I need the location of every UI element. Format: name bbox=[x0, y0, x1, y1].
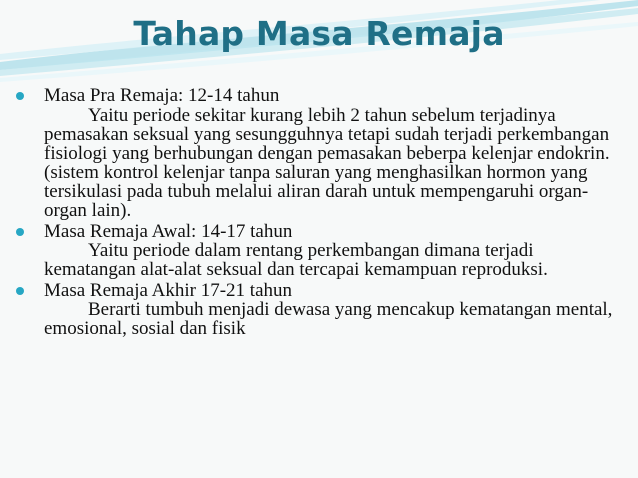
list-item bbox=[16, 281, 616, 338]
slide-content bbox=[16, 86, 616, 338]
item-heading: Masa Remaja Akhir 17-21 tahun bbox=[44, 280, 293, 301]
bullet-icon bbox=[16, 287, 24, 295]
list-item bbox=[16, 222, 616, 279]
bullet-icon bbox=[16, 228, 24, 236]
bullet-icon bbox=[16, 92, 24, 100]
list-item bbox=[16, 86, 616, 220]
item-description: Yaitu periode sekitar kurang lebih 2 tahun sebelum terjadinya pemasakan seksual yang sesungguhnya tetapi sudah terjadi perkembangan fisiologi yang berhubungan dengan pemasakan beberpa kelenjar endokrin. (sistem kontrol kelenjar tanpa saluran yang menghasilkan hormon yang tersikulasi pada tubuh melalui aliran darah untuk mempengaruhi organ-organ lain). bbox=[44, 105, 610, 221]
item-description: Yaitu periode dalam rentang perkembangan dimana terjadi kematangan alat-alat seksual dan tercapai kemampuan reproduksi. bbox=[44, 240, 548, 280]
slide-title: Tahap Masa Remaja bbox=[133, 14, 505, 53]
item-heading: Masa Pra Remaja: 12-14 tahun bbox=[44, 85, 280, 106]
item-heading: Masa Remaja Awal: 14-17 tahun bbox=[44, 221, 293, 242]
item-description: Berarti tumbuh menjadi dewasa yang mencakup kematangan mental, emosional, sosial dan fisik bbox=[44, 299, 613, 339]
